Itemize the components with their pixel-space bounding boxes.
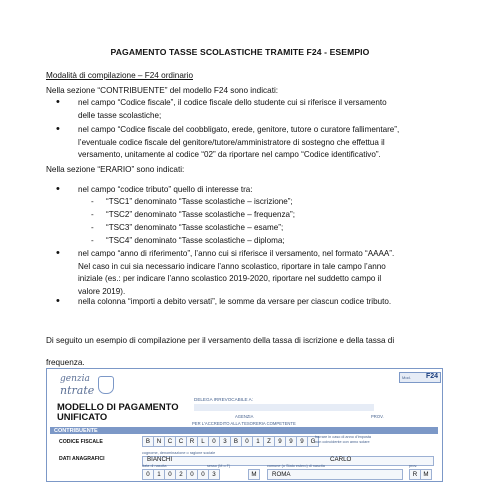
bullet-text: nel campo “Codice fiscale”, il codice fiscale dello studente cui si riferisce il versamento delle tasse scolastiche; — [78, 98, 387, 120]
prov-label: PROV. — [371, 414, 384, 419]
bullet-text: nel campo “anno di riferimento”, l’anno cui si riferisce il versamento, nel formato “AAAA”. Nel caso in cui sia necessario indicare l’anno scolastico, riportare in tale campo l’anno iniziale (es.: per indicare l’anno scolastico 2019-2020, riportare nel suddetto campo il valore 2019). — [78, 249, 395, 296]
codice-fiscale-label: CODICE FISCALE — [59, 439, 103, 445]
contribuente-intro: Nella sezione “CONTRIBUENTE” del modello F24 sono indicati: — [46, 86, 279, 95]
bullet: • — [56, 183, 60, 195]
sesso-box: M — [248, 469, 260, 480]
tributo-item: “TSC3” denominato “Tasse scolastiche – esame”; — [106, 223, 284, 232]
tributo-item: “TSC4” denominato “Tasse scolastiche – diploma; — [106, 236, 285, 245]
mod-f24-badge: Mod. F24 — [399, 372, 441, 383]
sex-label: sesso (M o F) — [207, 464, 231, 468]
bullet-text: nella colonna “importi a debito versati”, le somme da versare per ciascun codice tributo. — [78, 297, 392, 306]
data-nascita-boxes: 0 1 0 2 0 0 3 — [142, 469, 219, 480]
f24-form — [46, 368, 443, 482]
example-intro: Di seguito un esempio di compilazione per il versamento della tassa di iscrizione e della tassa di frequenza. — [46, 336, 395, 367]
document-page: PAGAMENTO TASSE SCOLASTICHE TRAMITE F24 - ESEMPIO Modalità di compilazione – F24 ordinario Nella sezione “CONTRIBUENTE” del modello F24 sono indicati: • nel campo “Codice fiscale”, il codice fiscale dello studente cui si riferisce il versamento delle tasse scolastiche; • nel campo “Codice fiscale del coobbligato, erede, genitore, tutore o curatore fallimentare”, l’eventuale codice fiscale del genitore/tutore/amministratore di sostegno che effettua il versamento, unitamente al codice “02” da riportare nel campo “Codice identificativo”. Nella sezione “ERARIO” sono indicati: • nel campo “codice tributo” quello di interesse tra: - “TSC1” denominato “Tasse scolastiche – iscrizione”; - “TSC2” denominato “Tasse scolastiche – frequenza”; - “TSC3” denominato “Tasse scolastiche – esame”; - “TSC4” denominato “Tasse scolastiche – diploma; • nel campo “anno di riferimento”, l’anno cui si riferisce il versamento, nel formato “AAAA”. Nel caso in cui sia necessario indicare l’anno scolastico, riportare in tale campo l’anno iniziale (es.: per indicare l’anno scolastico 2019-2020, riportare nel suddetto campo il valore 2019). • nella colonna “importi a debito versati”, le somme da versare per ciascun codice tributo. Di seguito un esempio di compilazione per il versamento della tassa di iscrizione e della tassa di frequenza. genzia ntrate Mod. F24 DELEGA IRREVOCABILE A: AGENZIA PROV. PER L'ACCREDITO ALLA TESORERIA COMPETENTE MODELLO DI PAGAMENTO UNIFICATO CONTRIBUENTE CODICE FISCALE B N C C R L 0 3 B 0 1 Z 9 9 9 G barrare in caso di anno d'imposta non coincidente con anno solare DATI ANAGRAFICI cognome, denominazione o ragione sociale BIANCHI CARLO data di nascita sesso (M o F) comune (o Stato estero) di nascita prov. 0 1 0 2 0 0 3 M ROMA R M — [0, 0, 480, 480]
tributo-item: “TSC2” denominato “Tasse scolastiche – frequenza”; — [106, 210, 295, 219]
codice-fiscale-boxes: B N C C R L 0 3 B 0 1 Z 9 9 9 G — [142, 436, 318, 447]
nome-value: CARLO — [330, 456, 352, 463]
cf-note: barrare in caso di anno d'imposta non coincidente con anno solare — [315, 435, 372, 444]
cognome-value: BIANCHI — [147, 456, 173, 463]
tributo-item: “TSC1” denominato “Tasse scolastiche – iscrizione”; — [106, 197, 293, 206]
dob-label: data di nascita — [142, 464, 167, 468]
agenzia-label: AGENZIA — [235, 414, 254, 419]
contribuente-section-bar: CONTRIBUENTE — [50, 427, 438, 434]
comune-label: comune (o Stato estero) di nascita — [267, 464, 325, 468]
section-subheading: Modalità di compilazione – F24 ordinario — [46, 71, 193, 80]
bullet: • — [56, 123, 60, 135]
accredito-label: PER L'ACCREDITO ALLA TESORERIA COMPETENTE — [192, 421, 296, 426]
comune-box: ROMA — [267, 469, 403, 480]
page-title: PAGAMENTO TASSE SCOLASTICHE TRAMITE F24 - ESEMPIO — [110, 47, 370, 57]
bullet-text: nel campo “Codice fiscale del coobbligato, erede, genitore, tutore o curatore fallimentare”, l’eventuale codice fiscale del genitore/tutore/amministratore di sostegno che effettua il versamento, unitamente al codice “02” da riportare nel campo “Codice identificativo”. — [78, 125, 400, 159]
cognome-sublabel: cognome, denominazione o ragione sociale — [142, 451, 216, 455]
delega-label: DELEGA IRREVOCABILE A: — [194, 397, 253, 402]
emblem-icon — [98, 376, 114, 394]
dati-anagrafici-label: DATI ANAGRAFICI — [59, 456, 105, 462]
form-title: MODELLO DI PAGAMENTO UNIFICATO — [57, 401, 179, 422]
bullet-text: nel campo “codice tributo” quello di interesse tra: — [78, 185, 253, 194]
agenzia-entrate-logo: genzia ntrate — [52, 374, 120, 402]
provincia-boxes: R M — [409, 469, 431, 480]
prov-sublabel: prov. — [409, 464, 418, 468]
delega-field — [194, 404, 374, 411]
bullet: • — [56, 295, 60, 307]
bullet: • — [56, 96, 60, 108]
erario-intro: Nella sezione “ERARIO” sono indicati: — [46, 165, 185, 174]
bullet: • — [56, 247, 60, 259]
